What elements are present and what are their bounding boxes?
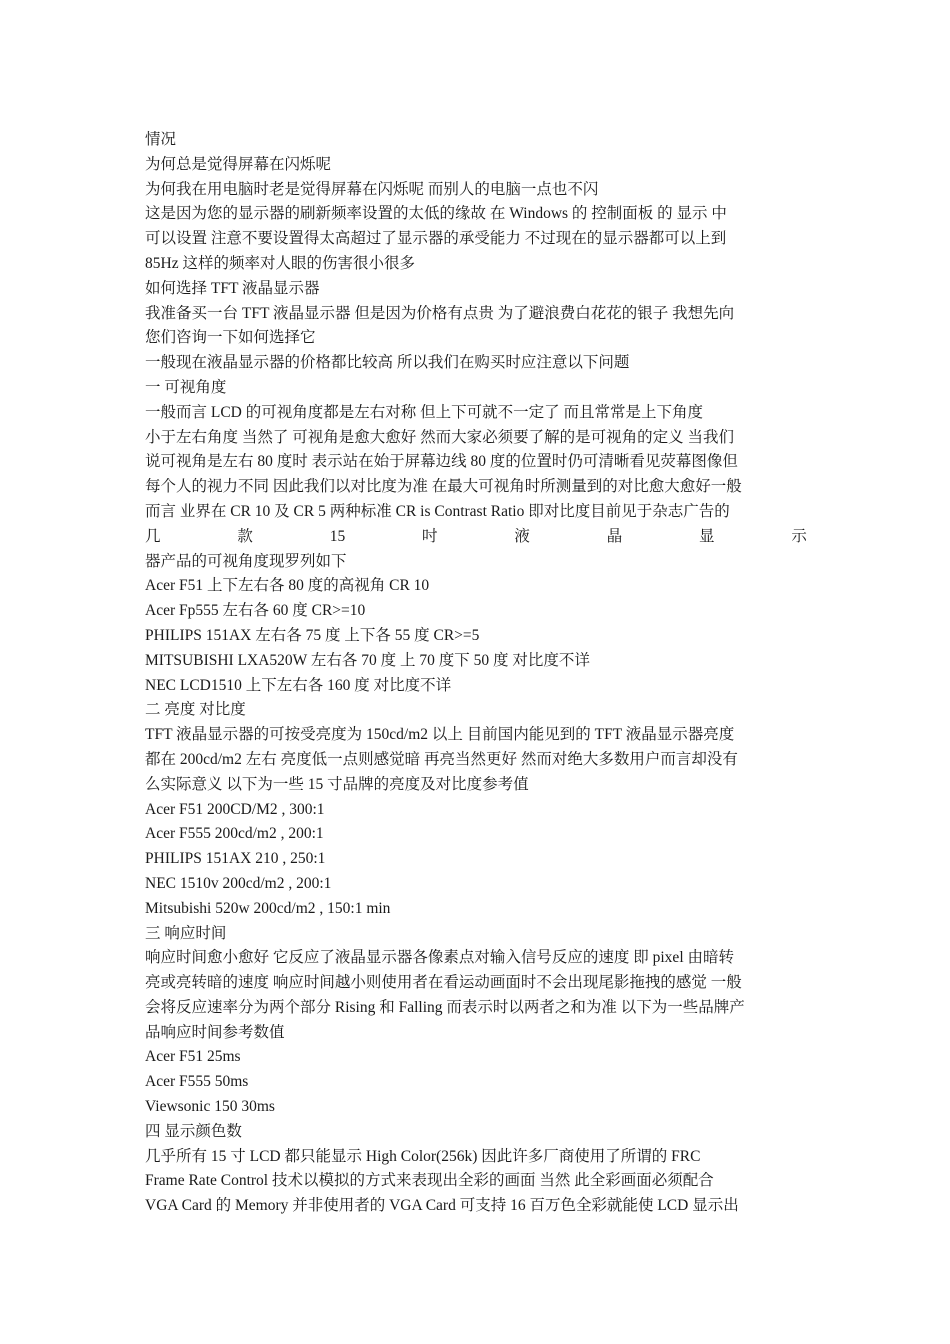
- text-line: NEC LCD1510 上下左右各 160 度 对比度不详: [145, 676, 452, 694]
- text-line: VGA Card 的 Memory 并非使用者的 VGA Card 可支持 16 百万色全彩就能使 LCD 显示出: [145, 1197, 739, 1215]
- text-line: Mitsubishi 520w 200cd/m2 , 150:1 min: [145, 899, 391, 917]
- spread-char: 液: [514, 527, 530, 545]
- text-line: PHILIPS 151AX 210 , 250:1: [145, 850, 326, 868]
- text-line: 几乎所有 15 寸 LCD 都只能显示 High Color(256k) 因此许多厂商使用了所谓的 FRC: [145, 1147, 701, 1165]
- text-line: 一般而言 LCD 的可视角度都是左右对称 但上下可就不一定了 而且常常是上下角度: [145, 403, 704, 421]
- text-line: 情况: [145, 131, 177, 148]
- text-line: 亮或亮转暗的速度 响应时间越小则使用者在看运动画面时不会出现尾影拖拽的感觉 一般: [145, 974, 742, 992]
- text-line: 您们咨询一下如何选择它: [145, 329, 316, 347]
- text-line: MITSUBISHI LXA520W 左右各 70 度 上 70 度下 50 度 对比度不详: [145, 651, 590, 669]
- text-line: PHILIPS 151AX 左右各 75 度 上下各 55 度 CR>=5: [145, 626, 480, 644]
- spread-char: 款: [237, 527, 253, 545]
- text-line: 品响应时间参考数值: [145, 1023, 285, 1041]
- text-line: 为何总是觉得屏幕在闪烁呢: [145, 155, 332, 173]
- text-line: Acer F51 25ms: [145, 1048, 241, 1066]
- text-line: 每个人的视力不同 因此我们以对比度为准 在最大可视角时所测量到的对比愈大愈好一般: [145, 478, 742, 496]
- text-line: 会将反应速率分为两个部分 Rising 和 Falling 而表示时以两者之和为准 以下为一些品牌产: [145, 998, 745, 1016]
- text-line: 而言 业界在 CR 10 及 CR 5 两种标准 CR is Contrast Ratio 即对比度目前见于杂志广告的: [145, 502, 730, 520]
- text-line: 小于左右角度 当然了 可视角是愈大愈好 然而大家必须要了解的是可视角的定义 当我们: [145, 428, 735, 446]
- text-line: 二 亮度 对比度: [145, 701, 246, 719]
- document-body: [145, 128, 807, 1219]
- text-line: 这是因为您的显示器的刷新频率设置的太低的缘故 在 Windows 的 控制面板 的 显示 中: [145, 205, 727, 223]
- text-line: Acer F555 200cd/m2 , 200:1: [145, 825, 324, 843]
- text-line: Viewsonic 150 30ms: [145, 1098, 275, 1116]
- text-line: 么实际意义 以下为一些 15 寸品牌的亮度及对比度参考值: [145, 775, 529, 793]
- text-line: TFT 液晶显示器的可按受亮度为 150cd/m2 以上 目前国内能见到的 TFT 液晶显示器亮度: [145, 726, 735, 744]
- text-line: 可以设置 注意不要设置得太高超过了显示器的承受能力 不过现在的显示器都可以上到: [145, 230, 727, 248]
- text-line: Frame Rate Control 技术以模拟的方式来表现出全彩的画面 当然 此全彩画面必须配合: [145, 1172, 714, 1190]
- text-line: 器产品的可视角度现罗列如下: [145, 552, 347, 570]
- text-line: 85Hz 这样的频率对人眼的伤害很小很多: [145, 254, 415, 272]
- spread-char: 15: [329, 527, 346, 545]
- text-line: 为何我在用电脑时老是觉得屏幕在闪烁呢 而别人的电脑一点也不闪: [145, 180, 599, 198]
- spread-char: 吋: [422, 527, 438, 545]
- text-line: 四 显示颜色数: [145, 1122, 242, 1140]
- text-line: Acer F51 200CD/M2 , 300:1: [145, 800, 325, 818]
- text-line: 响应时间愈小愈好 它反应了液晶显示器各像素点对输入信号反应的速度 即 pixel 由暗转: [145, 949, 734, 967]
- spread-char: 几: [145, 527, 161, 545]
- spread-char: 示: [791, 527, 807, 545]
- text-line: 一般现在液晶显示器的价格都比较高 所以我们在购买时应注意以下问题: [145, 354, 630, 372]
- spread-char: 显: [699, 527, 715, 545]
- spread-text-line: [145, 525, 807, 550]
- text-line: Acer F555 50ms: [145, 1073, 249, 1091]
- text-line: 如何选择 TFT 液晶显示器: [145, 279, 320, 297]
- text-line: Acer F51 上下左右各 80 度的高视角 CR 10: [145, 577, 430, 595]
- text-line: 三 响应时间: [145, 924, 227, 942]
- text-line: 我准备买一台 TFT 液晶显示器 但是因为价格有点贵 为了避浪费白花花的银子 我想先向: [145, 304, 735, 322]
- text-line: 一 可视角度: [145, 378, 227, 396]
- spread-char: 晶: [606, 527, 623, 545]
- text-line: Acer Fp555 左右各 60 度 CR>=10: [145, 602, 366, 620]
- text-line: 都在 200cd/m2 左右 亮度低一点则感觉暗 再亮当然更好 然而对绝大多数用户而言却没有: [145, 750, 738, 768]
- text-line: 说可视角是左右 80 度时 表示站在始于屏幕边线 80 度的位置时仍可清晰看见荧幕图像但: [145, 453, 738, 471]
- text-line: NEC 1510v 200cd/m2 , 200:1: [145, 874, 332, 892]
